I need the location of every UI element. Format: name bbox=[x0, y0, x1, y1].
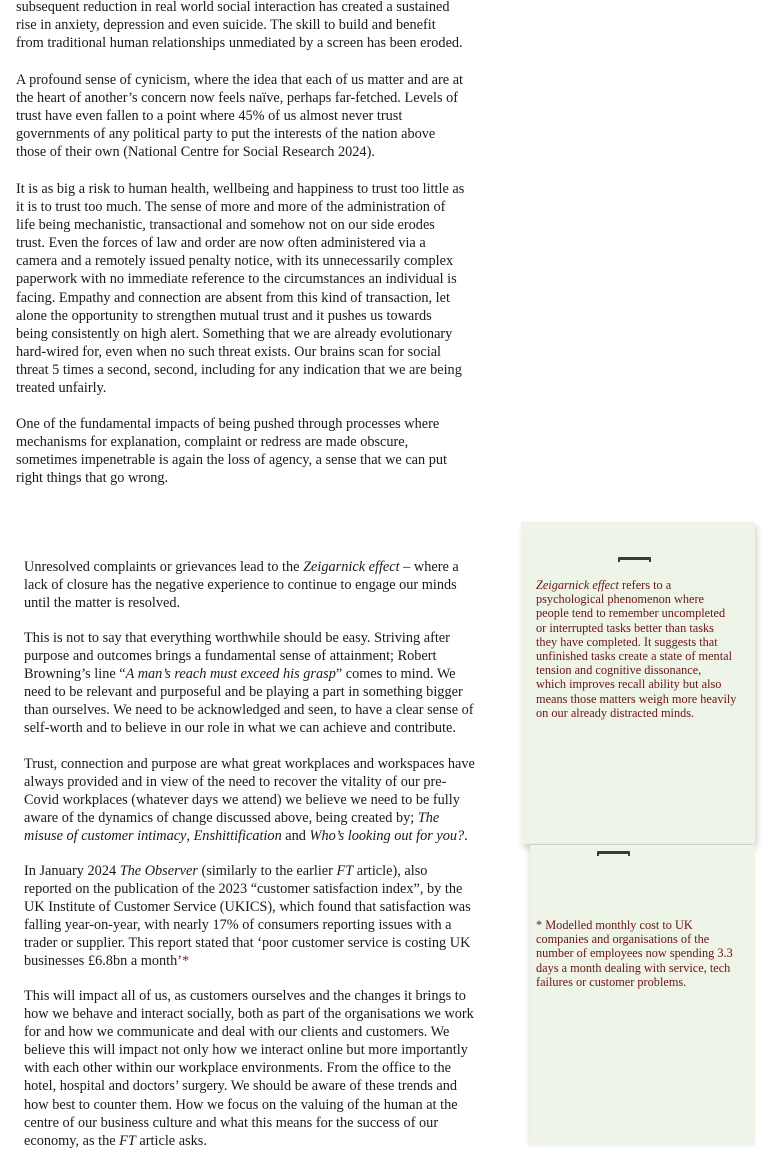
paper-clip-icon bbox=[597, 851, 630, 854]
zeigarnick-note-card bbox=[521, 522, 755, 844]
zeigarnick-note-text: Zeigarnick effect refers to a psychological phenomenon where people tend to remember uncompleted or interrupted tasks better than tasks they have completed. It suggests that unfinished tasks create a state of mental tension and cognitive dissonance, which improves recall ability but also means those matters weigh more heavily on our already distracted minds. bbox=[536, 578, 737, 720]
cost-note-card bbox=[530, 845, 755, 1145]
body-paragraph-8: In January 2024 The Observer (similarly to the earlier FT article), also reported on the publication of the 2023 “customer satisfaction index”, by the UK Institute of Customer Service (UKICS), which found that satisfaction was falling year-on-year, with nearly 17% of consumers reporting issues with a trader or supplier. This report stated that ‘poor customer service is costing UK businesses £6.8bn a month’* bbox=[24, 863, 471, 970]
body-paragraph-9: This will impact all of us, as customers ourselves and the changes it brings to how we behave and interact socially, both as part of the organisations we work for and how we communicate and deal with our clients and customers. We believe this will impact not only how we interact online but more importantly with each other within our workplace environments. From the office to the hotel, hospital and doctors’ surgery. We should be aware of these trends and how best to counter them. How we focus on the valuing of the human at the centre of our business culture and what this means for the success of our economy, as the FT article asks. bbox=[24, 988, 474, 1149]
footnote-star: * bbox=[536, 918, 543, 932]
cost-note-text: * Modelled monthly cost to UK companies and organisations of the number of employees now spending 3.3 days a month dealing with service, tech failures or customer problems. bbox=[536, 918, 733, 989]
body-paragraph-2: A profound sense of cynicism, where the idea that each of us matter and are at the heart of another’s concern now feels naïve, perhaps far-fetched. Levels of trust have even fallen to a point where 45% of us almost never trust governments of any political party to put the interests of the nation above those of their own (National Centre for Social Research 2024). bbox=[16, 72, 464, 161]
body-paragraph-6: This is not to say that everything worthwhile should be easy. Striving after purpose and outcomes brings a fundamental sense of attainment; Robert Browning’s line “A man’s reach must exceed his grasp” comes to mind. We need to be relevant and purposeful and be playing a part in something bigger than ourselves. We need to be acknowledged and seen, to have a clear sense of self-worth and to believe in our role in what we can achieve and contribute. bbox=[24, 630, 474, 737]
body-paragraph-3: It is as big a risk to human health, wellbeing and happiness to trust too little as it is to trust too much. The sense of more and more of the administration of life being mechanistic, transactional and somehow not on our side erodes trust. Even the forces of law and order are now often administered via a camera and a remotely issued penalty notice, with its unnecessarily complex paperwork with no immediate reference to the circumstances an individual is facing. Empathy and connection are absent from this kind of transaction, let alone the opportunity to strengthen mutual trust and it pushes us towards being consistently on high alert. Something that we are already evolutionary hard-wired for, even when no such threat exists. Our brains scan for social threat 5 times a second, second, including for any indication that we are being treated unfairly. bbox=[16, 181, 465, 397]
body-paragraph-7: Trust, connection and purpose are what great workplaces and workspaces have always provided and in view of the need to recover the vitality of our pre- Covid workplaces (whatever days we attend) we believe we need to be fully aware of the dynamics of change discussed above, being created by; The misuse of customer intimacy, Enshittification and Who’s looking out for you?. bbox=[24, 756, 475, 845]
body-paragraph-1: subsequent reduction in real world social interaction has created a sustained rise in anxiety, depression and even suicide. The skill to build and benefit from traditional human relationships unmediated by a screen has been eroded. bbox=[16, 0, 463, 52]
zeigarnick-note-term: Zeigarnick effect bbox=[536, 578, 619, 592]
body-paragraph-4: One of the fundamental impacts of being pushed through processes where mechanisms for explanation, complaint or redress are made obscure, sometimes impenetrable is again the loss of agency, a sense that we can put right things that go wrong. bbox=[16, 416, 448, 487]
paper-clip-icon bbox=[618, 557, 651, 560]
body-paragraph-5: Unresolved complaints or grievances lead to the Zeigarnick effect – where a lack of closure has the negative experience to continue to engage our minds until the matter is resolved. bbox=[24, 559, 459, 612]
footnote-marker: * bbox=[182, 953, 190, 970]
